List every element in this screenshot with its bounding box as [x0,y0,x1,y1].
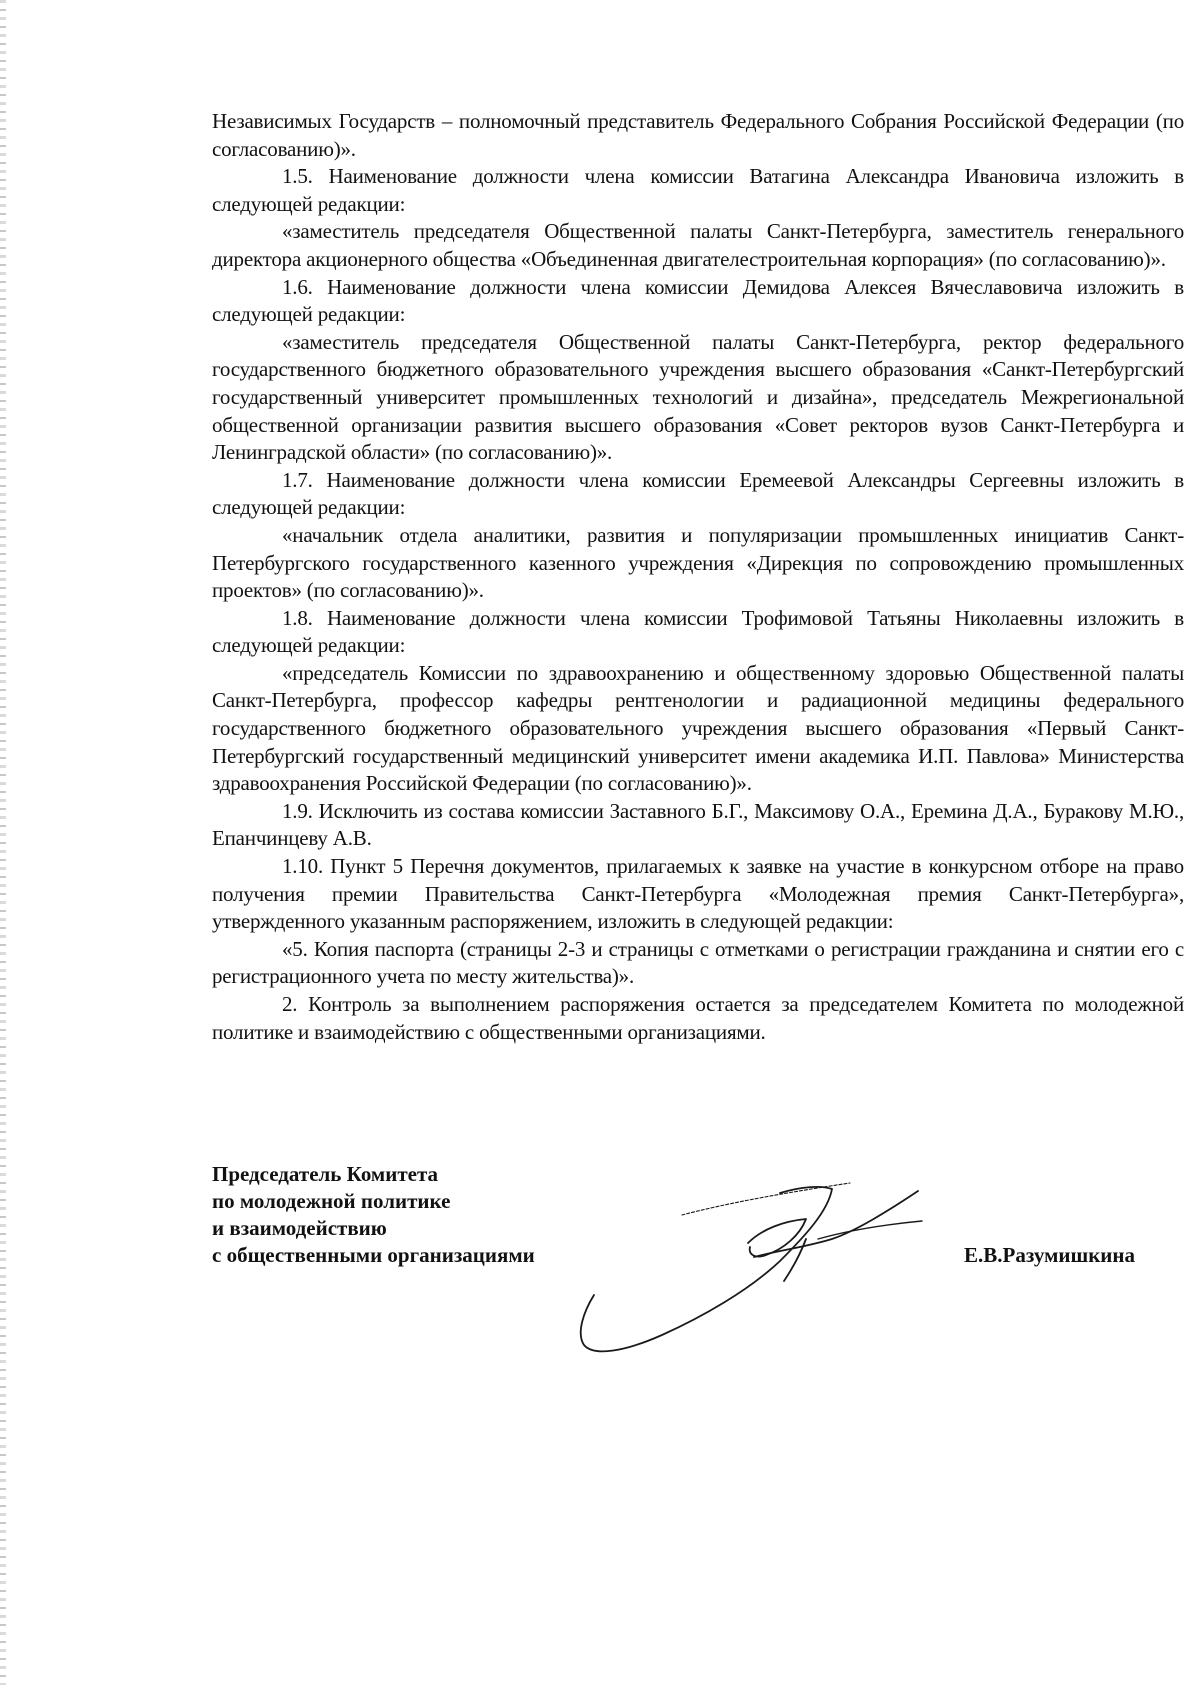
signatory-title-line: и взаимодействию [212,1216,387,1240]
paragraph-1-7: 1.7. Наименование должности члена комиссии Еремеевой Александры Сергеевны изложить в следующей редакции: [212,467,1184,520]
paragraph-1-8-quote: «председатель Комиссии по здравоохранению и общественному здоровью Общественной палаты Санкт-Петербурга, профессор кафедры рентгенологии и радиационной медицины федерального государственного бюджетного образовательного учреждения высшего образования «Первый Санкт-Петербургский государственный медицинский университет имени академика И.П. Павлова» Министерства здравоохранения Российской Федерации (по согласованию)». [212,660,1184,796]
handwritten-signature [570,1165,950,1365]
signatory-title-line: по молодежной политике [212,1189,451,1213]
paragraph-1-10-quote: «5. Копия паспорта (страницы 2-3 и страницы с отметками о регистрации гражданина и снятии его с регистрационного учета по месту жительства)». [212,936,1184,989]
signatory-title-line: Председатель Комитета [212,1162,439,1186]
paragraph-1-10: 1.10. Пункт 5 Перечня документов, прилагаемых к заявке на участие в конкурсном отборе на право получения премии Правительства Санкт-Петербурга «Молодежная премия Санкт-Петербурга», утвержденного указанным распоряжением, изложить в следующей редакции: [212,854,1184,934]
paragraph-continuation: Независимых Государств – полномочный представитель Федерального Собрания Российской Федерации (по согласованию)». [212,109,1184,161]
paragraph-1-5: 1.5. Наименование должности члена комиссии Ватагина Александра Ивановича изложить в следующей редакции: [212,164,1184,216]
paragraph-1-8: 1.8. Наименование должности члена комиссии Трофимовой Татьяны Николаевны изложить в следующей редакции: [212,605,1184,658]
signatory-title-line: с общественными организациями [212,1243,535,1267]
paragraph-1-5-quote: «заместитель председателя Общественной палаты Санкт-Петербурга, заместитель генерального директора акционерного общества «Объединенная двигателестроительная корпорация» (по согласованию)». [212,219,1184,271]
paragraph-1-6-quote: «заместитель председателя Общественной палаты Санкт-Петербурга, ректор федерального государственного бюджетного образовательного учреждения высшего образования «Санкт-Петербургский государственный университет промышленных технологий и дизайна», председатель Межрегиональной общественной организации развития высшего образования «Совет ректоров вузов Санкт-Петербурга и Ленинградской области» (по согласованию)». [212,329,1184,465]
scan-edge-artifact [0,0,6,1685]
paragraph-1-7-quote: «начальник отдела аналитики, развития и популяризации промышленных инициатив Санкт-Петербургского государственного казенного учреждения «Дирекция по сопровождению промышленных проектов» (по согласованию)». [212,522,1184,603]
paragraph-2: 2. Контроль за выполнением распоряжения остается за председателем Комитета по молодежной политике и взаимодействию с общественными организациями. [212,992,1184,1044]
signatory-title [212,1161,535,1269]
paragraph-1-6: 1.6. Наименование должности члена комиссии Демидова Алексея Вячеславовича изложить в следующей редакции: [212,274,1184,327]
signatory-name: Е.В.Разумишкина [964,1243,1135,1267]
document-body [212,108,1184,1046]
paragraph-1-9: 1.9. Исключить из состава комиссии Заставного Б.Г., Максимову О.А., Еремина Д.А., Буракову М.Ю., Епанчинцеву А.В. [212,798,1184,851]
